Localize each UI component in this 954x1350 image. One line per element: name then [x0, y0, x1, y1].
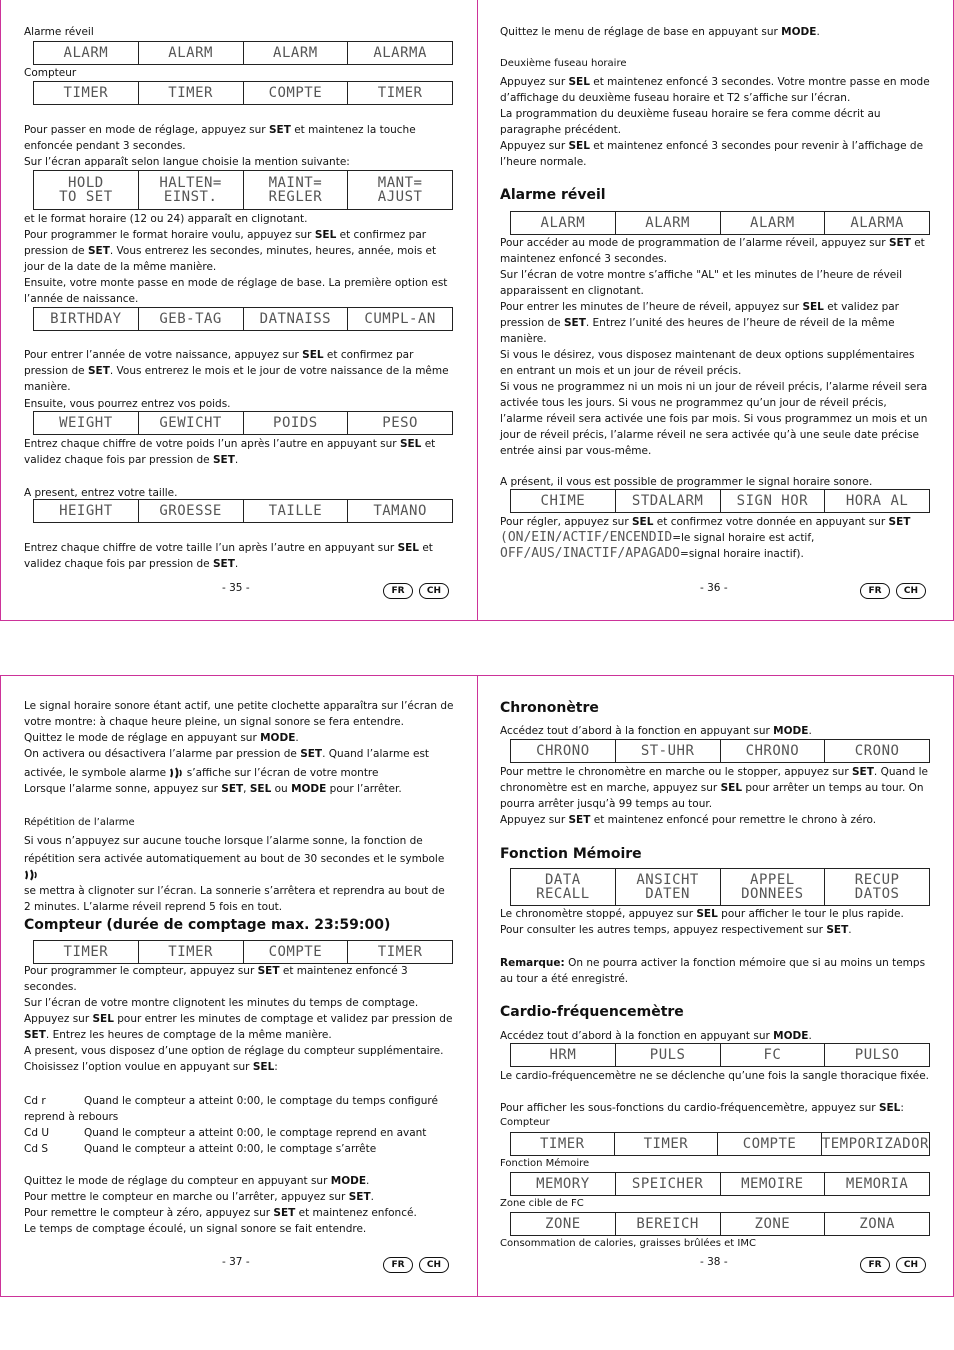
lcd-cell: TIMER: [511, 1133, 615, 1155]
alarm-label: Alarme réveil: [24, 26, 94, 38]
language-badges: [383, 583, 449, 599]
lcd-cell: TIMER: [615, 1133, 719, 1155]
page-number: - 36 -: [700, 582, 728, 594]
paragraph: Pour mettre le chronomètre en marche ou le stopper, appuyez sur SET. Quand le chronomètre est en marche, appuyez sur SEL pour arrêter un temps au tour. On pourra arrêter jusqu’à 99 temps au tour. Appuyez sur SET et maintenez enfoncé pour remettre le chrono à zéro.: [500, 766, 928, 826]
badge-ch: CH: [419, 583, 449, 599]
lcd-cell: ALARM: [34, 42, 139, 64]
page-number: - 38 -: [700, 1256, 728, 1268]
lcd-cell: DATNAISS: [244, 308, 349, 330]
paragraph: A present, entrez votre taille.: [24, 487, 178, 499]
badge-fr: FR: [383, 583, 413, 599]
snooze-symbol-icon: [24, 869, 38, 881]
badge-ch: CH: [896, 1257, 926, 1273]
lcd-chime: [510, 489, 930, 513]
lcd-cell: BEREICH: [616, 1213, 721, 1235]
lcd-cell: STDALARM: [616, 490, 721, 512]
lcd-cell: DATA RECALL: [511, 869, 616, 905]
lcd-cell: ST-UHR: [616, 740, 721, 762]
lcd-cell: ZONA: [859, 1216, 895, 1232]
paragraph: Entrez chaque chiffre de votre poids l’un après l’autre en appuyant sur SEL et validez chaque fois par pression de SET.: [24, 438, 436, 466]
lcd-cell: PULS: [616, 1044, 721, 1066]
lcd-cell: MEMOIRE: [721, 1173, 826, 1195]
lcd-cell: GEWICHT: [139, 412, 244, 434]
paragraph: Pour entrer l’année de votre naissance, appuyez sur SEL et confirmez par pression de SET. Vous entrerez le mois et le jour de votre naissance de la même manière.: [24, 349, 449, 393]
page-number: - 37 -: [222, 1256, 250, 1268]
paragraph: Pour programmer le compteur, appuyez sur SET et maintenez enfoncé 3 secondes. Sur l’écran de votre montre clignotent les minutes du temps de comptage. Appuyez sur SEL pour entrer les minutes de comptage et validez par pression de SET. Entrez les heures de comptage de la même manière. A present, vous disposez d’une option de réglage du compteur supplémentaire. Choisissez l’option voulue en appuyant sur SEL:: [24, 965, 453, 1073]
lcd-cell: SPEICHER: [616, 1173, 721, 1195]
lcd-cell: TIMER: [139, 941, 244, 963]
paragraph: A présent, il vous est possible de programmer le signal horaire sonore.: [500, 476, 873, 488]
option-desc: Quand le compteur a atteint 0:00, le comptage s’arrête: [84, 1143, 377, 1155]
paragraph: Si vous n’appuyez sur aucune touche lorsque l’alarme sonne, la fonction de: [24, 835, 423, 847]
badge-fr: FR: [860, 583, 890, 599]
paragraph: Le signal horaire sonore étant actif, une petite clochette apparaîtra sur l’écran de votre montre: à chaque heure pleine, un signal sonore se fera entendre. Quittez le mode de réglage en appuyant sur MODE. On activera ou désactivera l’alarme par pression de SET. Quand l’alarme est: [24, 700, 454, 760]
language-badges: [383, 1257, 449, 1273]
lcd-cell: ALARM: [721, 212, 826, 234]
paragraph: Appuyez sur SEL et maintenez enfoncé 3 secondes. Votre montre passe en mode d’affichage du deuxième fuseau horaire et T2 s’affiche sur l’écran. La programmation du deuxième fuseau horaire se fera comme décrit au paragraphe précédent. Appuyez sur SEL et maintenez enfoncé 3 secondes pour revenir à l’affichage de l’heure normale.: [500, 76, 930, 168]
badge-fr: FR: [860, 1257, 890, 1273]
option-code: Cd U: [24, 1127, 50, 1139]
lcd-cell: COMPTE: [244, 82, 349, 104]
lcd-cell: APPEL DONNEES: [721, 869, 826, 905]
lcd-alarm: [510, 211, 930, 235]
section-heading: Chrononètre: [500, 700, 599, 716]
lcd-cell: PULSO: [854, 1047, 900, 1063]
paragraph: Accédez tout d’abord à la fonction en appuyant sur MODE.: [500, 725, 812, 737]
lcd-cell: GROESSE: [139, 500, 244, 522]
sub-label: Consommation de calories, graisses brûlées et IMC: [500, 1238, 756, 1249]
sub-label: Fonction Mémoire: [500, 1158, 590, 1169]
paragraph: Pour afficher les sous-fonctions du cardio-fréquencemètre, appuyez sur SEL:: [500, 1102, 904, 1114]
lcd-cell: ALARM: [616, 212, 721, 234]
lcd-cell: CHRONO: [511, 740, 616, 762]
badge-ch: CH: [896, 583, 926, 599]
lcd-cell: ALARM: [511, 212, 616, 234]
lcd-cell: CHRONO: [721, 740, 826, 762]
lcd-cell: TIMER: [34, 82, 139, 104]
lcd-sub-memory: [510, 1172, 930, 1196]
section-heading: Cardio-fréquencemètre: [500, 1004, 684, 1020]
lcd-cell: RECUP DATOS: [854, 872, 900, 902]
lcd-cell: HORA AL: [845, 493, 909, 509]
sub-label: Compteur: [500, 1117, 550, 1128]
lcd-cell: TEMPORIZADOR: [821, 1136, 929, 1152]
section-heading: Alarme réveil: [500, 187, 606, 203]
lcd-cell: ZONE: [721, 1213, 826, 1235]
lcd-cell: TIMER: [34, 941, 139, 963]
paragraph: Le chronomètre stoppé, appuyez sur SEL pour afficher le tour le plus rapide. Pour consulter les autres temps, appuyez respectivement sur SET.: [500, 908, 904, 936]
lcd-cell: CUMPL-AN: [364, 311, 436, 327]
lcd-cell: MEMORIA: [845, 1176, 909, 1192]
lcd-cell: ALARM: [244, 42, 349, 64]
paragraph: répétition sera activée automatiquement au bout de 30 secondes et le symbole se mettra à clignoter sur l’écran. La sonnerie s’arrêtera et reprendra au bout de 2 minutes. L’alarme réveil reprend 5 fois en tout.: [24, 853, 445, 913]
section-heading: Fonction Mémoire: [500, 846, 642, 862]
lcd-cell: TAMANO: [373, 503, 427, 519]
lcd-cell: HRM: [511, 1044, 616, 1066]
lcd-cell: POIDS: [244, 412, 349, 434]
section-heading: Compteur (durée de comptage max. 23:59:00): [24, 917, 391, 933]
paragraph: Ensuite, vous pourrez entrez vos poids.: [24, 398, 231, 410]
lcd-cell: WEIGHT: [34, 412, 139, 434]
lcd-chrono: [510, 739, 930, 763]
paragraph: Pour passer en mode de réglage, appuyez sur SET et maintenez la touche enfoncée pendant 3 secondes. Sur l’écran apparaît selon langue choisie la mention suivante:: [24, 124, 416, 168]
lcd-cell: TIMER: [139, 82, 244, 104]
lcd-hold-to-set: [33, 170, 453, 210]
lcd-cell: CHIME: [511, 490, 616, 512]
second-timezone-label: Deuxième fuseau horaire: [500, 58, 627, 69]
option-code: Cd S: [24, 1143, 48, 1155]
lcd-cell: TIMER: [377, 944, 423, 960]
lcd-cell: COMPTE: [718, 1133, 822, 1155]
paragraph: Pour accéder au mode de programmation de l’alarme réveil, appuyez sur SET et maintenez enfoncé 3 secondes. Sur l’écran de votre montre s’affiche "AL" et les minutes de l’heure de réveil apparaissent en clignotant. Pour entrer les minutes de l’heure de réveil, appuyez sur SEL et validez par pression de SET. Entrez l’unité des heures de l’heure de réveil de la même manière. Si vous le désirez, vous disposez maintenant de deux options supplémentaires en entrant un mois et un jour de réveil précis. Si vous ne programmez ni un mois ni un jour de réveil précis, l’alarme réveil sera activée tous les jours. Si vous ne programmez qu’un jour de réveil précis, l’alarme réveil sera activée une fois par mois. Si vous programmez un mois et un jour de réveil précis, l’alarme réveil ne sera activée qu’à une seule date précise entrée ainsi par vous-même.: [500, 237, 928, 457]
lcd-timer: [33, 940, 453, 964]
option-code: Cd r: [24, 1095, 46, 1107]
paragraph: Quittez le menu de réglage de base en appuyant sur MODE.: [500, 26, 820, 38]
lcd-cell: HALTEN= EINST.: [139, 171, 244, 209]
option-desc: Quand le compteur a atteint 0:00, le comptage reprend en avant: [84, 1127, 427, 1139]
lcd-cell: CRONO: [854, 743, 900, 759]
lcd-cell: HOLD TO SET: [34, 171, 139, 209]
lcd-cell: PESO: [382, 415, 418, 431]
paragraph: activée, le symbole alarme s’affiche sur l’écran de votre montre Lorsque l’alarme sonne, appuyez sur SET, SEL ou MODE pour l’arrêter.: [24, 767, 402, 795]
lcd-cell: SIGN HOR: [721, 490, 826, 512]
lcd-cell: ALARM: [139, 42, 244, 64]
lcd-cell: TAILLE: [244, 500, 349, 522]
lcd-cell: FC: [721, 1044, 826, 1066]
lcd-cell: MAINT= REGLER: [244, 171, 349, 209]
lcd-weight: [33, 411, 453, 435]
lcd-sub-timer: [510, 1132, 930, 1156]
option-desc: Quand le compteur a atteint 0:00, le comptage du temps configuré: [84, 1095, 438, 1107]
badge-fr: FR: [383, 1257, 413, 1273]
page-number: - 35 -: [222, 582, 250, 594]
paragraph: Pour régler, appuyez sur SEL et confirmez votre donnée en appuyant sur SET (ON/EIN/ACTIF/ENCENDID=le signal horaire est actif, OFF/AUS/INACTIF/APAGADO=signal horaire inactif).: [500, 516, 911, 561]
repeat-alarm-label: Répétition de l’alarme: [24, 817, 135, 828]
lcd-cell: BIRTHDAY: [34, 308, 139, 330]
alarm-symbol-icon: [169, 767, 183, 779]
lcd-timer: [33, 81, 453, 105]
paragraph: Accédez tout d’abord à la fonction en appuyant sur MODE.: [500, 1030, 812, 1042]
lcd-sub-zone: [510, 1212, 930, 1236]
sub-label: Zone cible de FC: [500, 1198, 584, 1209]
lcd-cell: MANT= AJUST: [377, 175, 423, 205]
lcd-birthday: [33, 307, 453, 331]
lcd-cell: TIMER: [377, 85, 423, 101]
lcd-cell: ZONE: [511, 1213, 616, 1235]
lcd-cell: HEIGHT: [34, 500, 139, 522]
lcd-data-recall: [510, 868, 930, 906]
lcd-cell: GEB-TAG: [139, 308, 244, 330]
lcd-alarm: [33, 41, 453, 65]
paragraph: Entrez chaque chiffre de votre taille l’un après l’autre en appuyant sur SEL et validez chaque fois par pression de SET.: [24, 542, 433, 570]
lcd-cell: ALARMA: [850, 215, 904, 231]
language-badges: [860, 1257, 926, 1273]
lcd-cell: ALARMA: [373, 45, 427, 61]
lcd-hrm: [510, 1043, 930, 1067]
lcd-height: [33, 499, 453, 523]
paragraph: Quittez le mode de réglage du compteur en appuyant sur MODE. Pour mettre le compteur en marche ou l’arrêter, appuyez sur SET. Pour remettre le compteur à zéro, appuyez sur SET et maintenez enfoncé. Le temps de comptage écoulé, un signal sonore se fait entendre.: [24, 1175, 417, 1235]
timer-label: Compteur: [24, 67, 77, 79]
badge-ch: CH: [419, 1257, 449, 1273]
option-desc-cont: reprend à rebours: [24, 1111, 119, 1123]
paragraph: Remarque: On ne pourra activer la fonction mémoire que si au moins un temps au tour a été enregistré.: [500, 957, 926, 985]
language-badges: [860, 583, 926, 599]
lcd-cell: ANSICHT DATEN: [616, 869, 721, 905]
paragraph: et le format horaire (12 ou 24) apparaît en clignotant. Pour programmer le format horaire voulu, appuyez sur SEL et confirmez par pression de SET. Vous entrerez les secondes, minutes, heures, année, mois et jour de la date de la même manière. Ensuite, votre monte passe en mode de réglage de base. La première option est l’année de naissance.: [24, 213, 448, 305]
paragraph: Le cardio-fréquencemètre ne se déclenche qu’une fois la sangle thoracique fixée.: [500, 1070, 930, 1082]
lcd-cell: COMPTE: [244, 941, 349, 963]
lcd-cell: MEMORY: [511, 1173, 616, 1195]
